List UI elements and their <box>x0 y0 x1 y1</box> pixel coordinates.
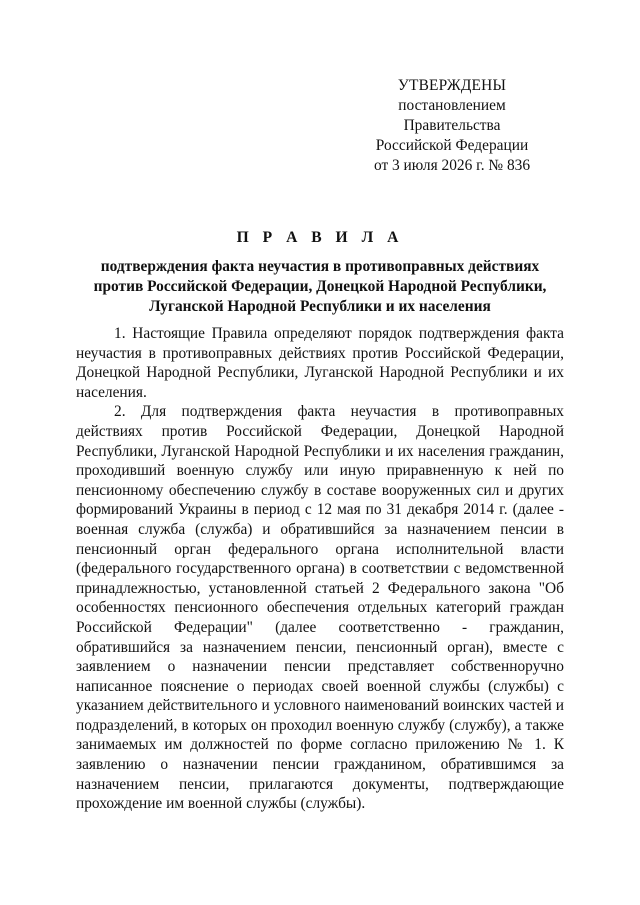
document-subtitle <box>60 257 580 317</box>
approval-line-3: от 3 июля 2026 г. № 836 <box>373 157 531 174</box>
subtitle-line-1: подтверждения факта неучастия в противоправных действиях <box>100 258 540 275</box>
paragraph-2: 2. Для подтверждения факта неучастия в противоправных действиях против Российской Федерации, Донецкой Народной Республики, Луганской Народной Республики и их населения гражданин, проходивший военную службу или иную приравненную к ней по пенсионному обеспечению службу в составе вооруженных сил и других формирований Украины в период с 12 мая по 31 декабря 2014 г. (далее - военная служба (служба) и обратившийся за назначением пенсии в пенсионный орган федерального органа исполнительной власти (федерального государственного органа) в соответствии с ведомственной принадлежностью, установленной статьей 2 Федерального закона "Об особенностях пенсионного обеспечения отдельных категорий граждан Российской Федерации" (далее соответственно - гражданин, обратившийся за назначением пенсии, пенсионный орган), вместе с заявлением о назначении пенсии представляет собственноручно написанное пояснение о периодах своей военной службы (службы) с указанием действительного и условного наименований воинских частей и подразделений, в которых он проходил военную службу (службу), а также занимаемых им должностей по форме согласно приложению № 1. К заявлению о назначении пенсии гражданином, обратившимся за назначением пенсии, прилагаются документы, подтверждающие прохождение им военной службы (службы). <box>76 403 564 813</box>
paragraph-1: 1. Настоящие Правила определяют порядок подтверждения факта неучастия в противоправных действиях против Российской Федерации, Донецкой Народной Республики, Луганской Народной Республики и их населения. <box>76 325 564 401</box>
document-title: П Р А В И Л А <box>236 229 404 246</box>
approval-stamp <box>352 76 552 176</box>
document-body <box>76 324 564 814</box>
subtitle-line-3: Луганской Народной Республики и их населения <box>149 298 491 315</box>
approval-line-1: постановлением Правительства <box>398 97 506 134</box>
document-title-block <box>60 228 580 317</box>
approval-heading: УТВЕРЖДЕНЫ <box>397 77 507 94</box>
approval-line-2: Российской Федерации <box>375 137 529 154</box>
subtitle-line-2: против Российской Федерации, Донецкой Народной Республики, <box>93 278 547 295</box>
